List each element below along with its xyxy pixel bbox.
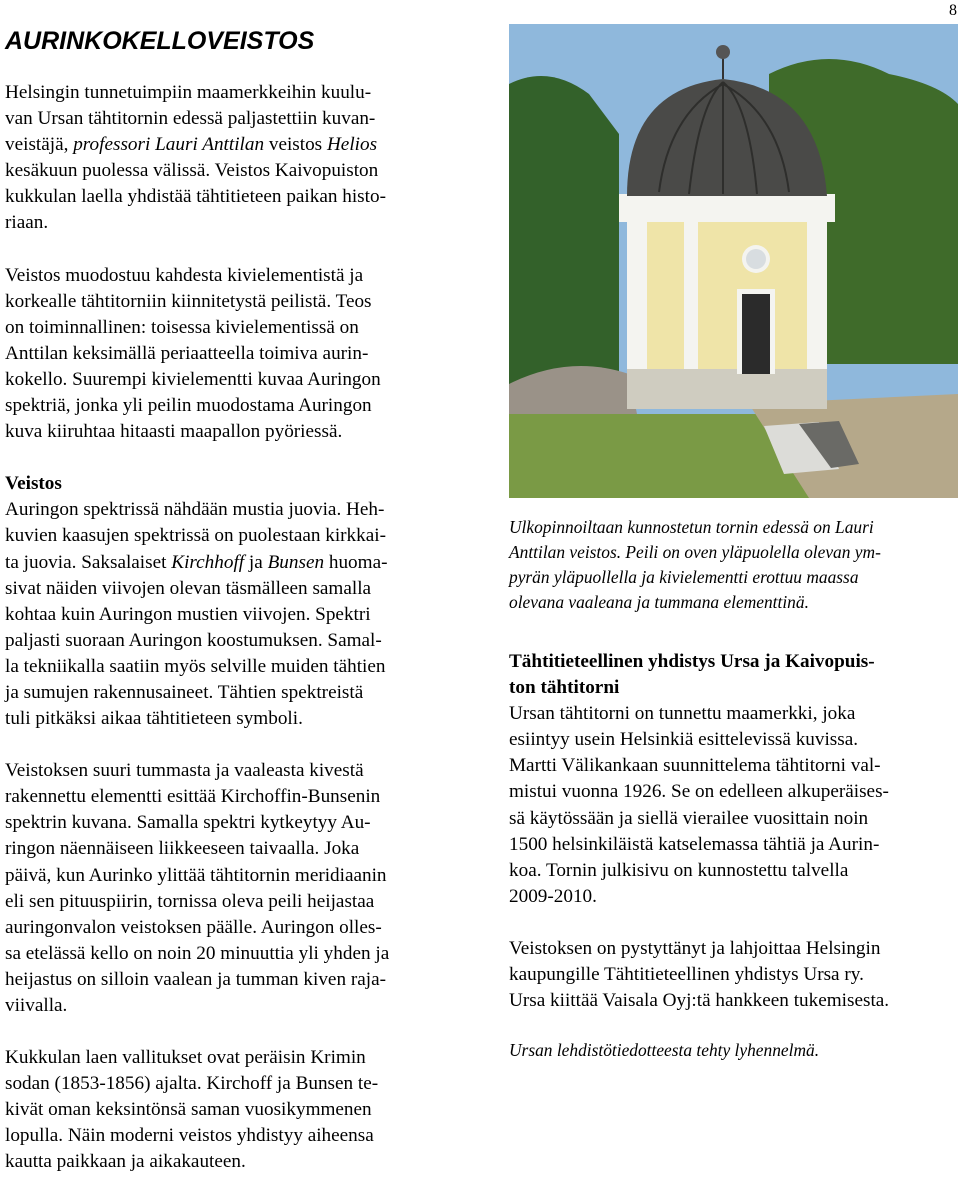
door [742,294,770,374]
text-line: ja [244,551,268,573]
text-line: Auringon spektrissä nähdään mustia juovia. Heh- [5,499,385,521]
tower-pilaster-left [627,219,647,369]
spectrum-section [5,471,457,732]
text-line: huoma- [324,551,388,573]
text-line: Bunsen [267,551,325,573]
text-line: Veistoksen on pystyttänyt ja lahjoittaa Helsingin [509,937,881,959]
text-line: lopulla. Näin moderni veistos yhdistyy aiheensa [5,1125,374,1147]
text-line: la tekniikalla saatiin myös selville muiden tähtien [5,655,386,677]
caption-line: Ulkopinnoiltaan kunnostetun tornin edessä on Lauri [509,517,874,537]
text-line: 2009-2010. [509,885,597,907]
tower-pilaster-mid [684,219,698,369]
text-line: viivalla. [5,995,68,1016]
text-line: esiintyy usein Helsinkiä esittelevissä kuvissa. [509,729,859,751]
tower-cornice [619,194,835,222]
heading-line: ton tähtitorni [509,677,620,699]
text-line: Veistoksen suuri tummasta ja vaaleasta kivestä [5,760,364,782]
ursa-section [509,649,958,910]
source-credit: Ursan lehdistötiedotteesta tehty lyhennelmä. [509,1040,820,1061]
heading-line: Tähtitieteellinen yhdistys Ursa ja Kaivopuis- [509,651,875,672]
text-line: Ursan tähtitorni on tunnettu maamerkki, joka [509,703,856,725]
text-line: sa etelässä kello on noin 20 minuuttia yli yhden ja [5,942,390,964]
text-line: Ursa kiittää Vaisala Oyj:tä hankkeen tukemisesta. [509,990,890,1012]
text-line: sodan (1853-1856) ajalta. Kirchoff ja Bunsen te- [5,1073,379,1095]
caption-line: pyrän yläpuollella ja kivielementti erottuu maassa [509,567,859,587]
text-line: veistäjä, [5,134,74,156]
article-title: AURINKOKELLOVEISTOS [5,27,315,55]
text-line: Anttilan keksimällä periaatteella toimiva aurin- [5,342,369,364]
text-line: professori Lauri Anttilan [73,134,265,156]
text-line: kuvien kaasujen spektrissä on puolestaan kirkkai- [5,525,386,547]
sculpture-element-paragraph [5,758,457,1019]
caption-line: olevana vaaleana ja tummana elementtinä. [509,592,809,612]
text-line: tuli pitkäksi aikaa tähtitieteen symboli. [5,708,303,730]
text-line: Helios [326,134,378,156]
text-line: kuva kiiruhtaa hitaasti maapallon pyöriessä. [5,421,343,443]
caption-line: Anttilan veistos. Peili on oven yläpuolella olevan ym- [509,542,881,562]
text-line: auringonvalon veistoksen päälle. Auringon olles- [5,916,382,938]
text-line: heijastus on silloin vaalean ja tumman kiven raja- [5,968,386,990]
section-heading-veistos: Veistos [5,473,62,495]
section-heading-ursa [509,651,875,698]
text-line: ta juovia. Saksalaiset [5,551,172,573]
text-line: paljasti suoraan Auringon koostumuksen. Samal- [5,629,382,651]
text-line: mistui vuonna 1926. Se on edelleen alkuperäises- [509,781,889,803]
text-line: van Ursan tähtitornin edessä paljastettiin kuvan- [5,108,376,130]
text-line: sä käytössään ja siellä vierailee vuosittain noin [509,807,869,829]
text-line: kohtaa kuin Auringon mustien viivojen. Spektri [5,603,371,625]
history-paragraph [5,1045,457,1175]
text-line: kokello. Suurempi kivielementti kuvaa Auringon [5,368,381,390]
text-line: korkealle tähtitorniin kiinnitetystä peilistä. Teos [5,290,372,312]
text-line: kukkulan laella yhdistää tähtitieteen paikan histo- [5,186,386,208]
text-line: Martti Välikankaan suunnittelema tähtitorni val- [509,755,881,777]
text-line: eli sen pituuspiirin, tornissa oleva peili heijastaa [5,890,375,912]
sculpture-description-paragraph [5,263,457,446]
ursa-paragraph [509,703,889,907]
text-line: ja sumujen rakennusaineet. Tähtien spektreistä [5,681,364,703]
text-line: Veistos muodostuu kahdesta kivielementistä ja [5,264,364,286]
text-line: Kirchhoff [171,551,245,573]
right-column [509,24,958,1063]
tower-base [627,364,827,409]
text-line: veistos [264,134,327,156]
text-line: Kukkulan laen vallitukset ovat peräisin Krimin [5,1047,366,1069]
intro-paragraph [5,80,457,237]
text-line: päivä, kun Aurinko ylittää tähtitornin meridiaanin [5,864,387,886]
text-line: kautta paikkaan ja aikakauteen. [5,1151,246,1173]
text-line: spektrin kuvana. Samalla spektri kytkeytyy Au- [5,812,371,834]
tower-wall [627,219,827,369]
left-column [5,24,457,1176]
text-line: riaan. [5,212,49,234]
text-line: kesäkuun puolessa välissä. Veistos Kaivopuiston [5,160,379,182]
text-line: Helsingin tunnetuimpiin maamerkkeihin kuulu- [5,82,372,103]
tower-pilaster-right [807,219,827,369]
photo-caption [509,515,958,615]
text-line: koa. Tornin julkisivu on kunnostettu talvella [509,859,849,881]
spectrum-paragraph [5,499,387,729]
observatory-photo [509,24,958,498]
text-line: sivat näiden viivojen olevan täsmälleen samalla [5,577,372,599]
text-line: rakennettu elementti esittää Kirchoffin-Bunsenin [5,786,381,808]
text-line: on toiminnallinen: toisessa kivielementissä on [5,316,359,338]
text-line: spektriä, jonka yli peilin muodostama Auringon [5,395,372,417]
text-line: ringon näennäiseen liikkeeseen taivaalla. Joka [5,838,360,860]
donation-paragraph [509,936,958,1014]
trees-left [509,76,619,404]
text-line: kaupungille Tähtitieteellinen yhdistys Ursa ry. [509,964,864,986]
text-line: 1500 helsinkiläistä katselemassa tähtiä ja Aurin- [509,833,880,855]
text-line: kivät oman keksintönsä saman vuosikymmenen [5,1099,372,1121]
page-number: 8 [949,2,957,19]
